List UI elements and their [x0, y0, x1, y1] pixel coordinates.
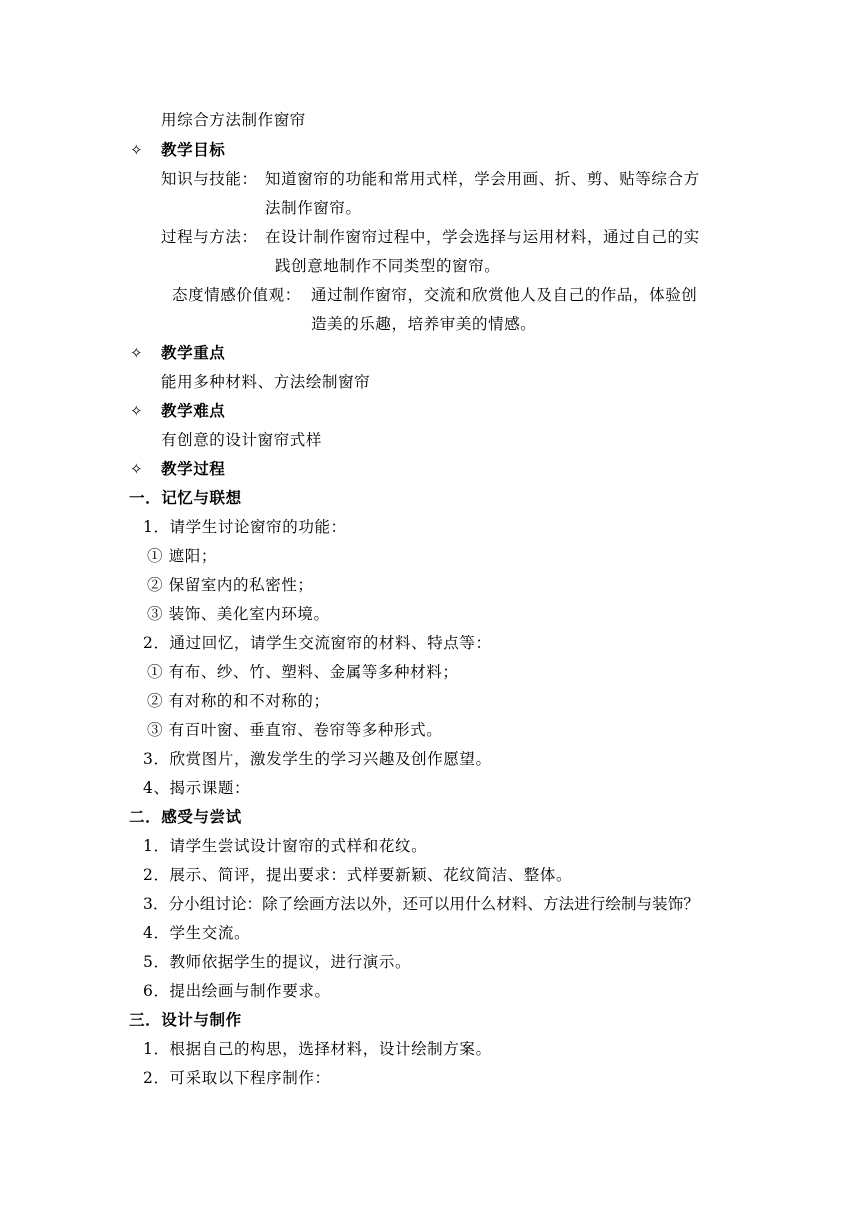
list-item: ② 保留室内的私密性；: [147, 576, 314, 594]
list-item: ① 遮阳；: [147, 547, 217, 565]
section-title-process: 教学过程: [161, 459, 226, 478]
list-item: 4、揭示课题：: [143, 779, 251, 797]
list-item: 1．请学生尝试设计窗帘的式样和花纹。: [143, 837, 428, 855]
list-item: 3．分小组讨论：除了绘画方法以外，还可以用什么材料、方法进行绘制与装饰？: [143, 895, 699, 913]
diamond-icon: ✧: [130, 460, 143, 478]
list-item: ② 有对称的和不对称的；: [147, 692, 330, 710]
goal-attitude-text-cont: 造美的乐趣，培养审美的情感。: [311, 315, 537, 333]
goal-attitude-label: 态度情感价值观：: [172, 286, 301, 304]
difficulty-body: 有创意的设计窗帘式样: [161, 431, 323, 449]
goal-knowledge-text-cont: 法制作窗帘。: [265, 199, 362, 217]
list-item: 2．可采取以下程序制作：: [143, 1069, 331, 1087]
goal-knowledge-text: 知道窗帘的功能和常用式样，学会用画、折、剪、贴等综合方: [265, 170, 700, 188]
goal-process-text: 在设计制作窗帘过程中，学会选择与运用材料，通过自己的实: [265, 228, 700, 246]
section-title-goals: 教学目标: [161, 140, 226, 159]
list-item: ① 有布、纱、竹、塑料、金属等多种材料；: [147, 663, 459, 681]
focus-body: 能用多种材料、方法绘制窗帘: [161, 373, 371, 391]
list-item: 2．展示、简评，提出要求：式样要新颖、花纹简洁、整体。: [143, 866, 573, 884]
list-item: 5．教师依据学生的提议，进行演示。: [143, 953, 412, 971]
list-item: 1．请学生讨论窗帘的功能：: [143, 518, 347, 536]
goal-attitude-text: 通过制作窗帘，交流和欣赏他人及自己的作品，体验创: [311, 286, 698, 304]
goal-process-label: 过程与方法：: [161, 228, 258, 246]
diamond-icon: ✧: [130, 402, 143, 420]
diamond-icon: ✧: [130, 141, 143, 159]
diamond-icon: ✧: [130, 344, 143, 362]
lesson-topic: 用综合方法制作窗帘: [161, 111, 306, 129]
list-item: 3．欣赏图片，激发学生的学习兴趣及创作愿望。: [143, 750, 492, 768]
section-title-focus: 教学重点: [161, 343, 226, 362]
goal-knowledge-label: 知识与技能：: [161, 170, 258, 188]
list-item: 1．根据自己的构思，选择材料，设计绘制方案。: [143, 1040, 492, 1058]
part3-heading: 三．设计与制作: [129, 1010, 242, 1029]
goal-process-text-cont: 践创意地制作不同类型的窗帘。: [275, 257, 501, 275]
list-item: ③ 有百叶窗、垂直帘、卷帘等多种形式。: [147, 721, 443, 739]
list-item: 4．学生交流。: [143, 924, 251, 942]
part2-heading: 二．感受与尝试: [129, 807, 242, 826]
list-item: 6．提出绘画与制作要求。: [143, 982, 331, 1000]
part1-heading: 一．记忆与联想: [129, 488, 242, 507]
section-title-difficulty: 教学难点: [161, 401, 226, 420]
list-item: 2．通过回忆，请学生交流窗帘的材料、特点等：: [143, 634, 492, 652]
list-item: ③ 装饰、美化室内环境。: [147, 605, 330, 623]
